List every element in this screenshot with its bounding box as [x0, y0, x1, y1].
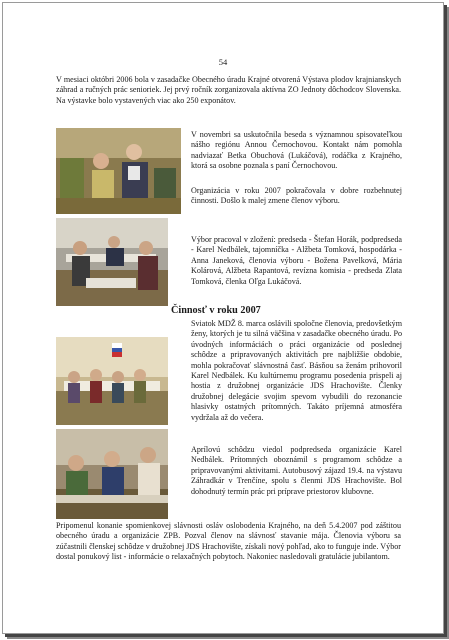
paragraph-april-meeting: Aprílovú schôdzu viedol podpredseda organizácie Karel Nedbálek. Prítomných oboznámil s programom schôdze a pripravovanými aktivitami. Autobusový zájazd 19.4. na výstavu Záhradkár v Trenčíne, spolu s členmi JDS Hrachovište. Bol dohodnutý termín prác pri príprave priestorov klubovne.	[191, 445, 402, 496]
paragraph-committee: Výbor pracoval v zložení: predseda - Štefan Horák, podpredseda - Karel Nedbálek, tajomníčka - Alžbeta Tomková, hospodárka - Anna Janeková, členovia výboru - Božena Pavelková, Mária Kolárová, Alžbeta Rapantová, revízna komisia - predseda Zlata Tomková, členka Oľga Lukáčová.	[191, 235, 402, 286]
paragraph-author-meeting: V novembri sa uskutočnila beseda s významnou spisovateľkou nášho regiónu Annou Černochovou. Kontakt nám pomohla nadviazať Betka Obuchová (Lukáčová), rodáčka z Krajného, ktorá sa osobne poznala s paní Černochovou.	[191, 130, 402, 171]
paragraph-exhibition: V mesiaci októbri 2006 bola v zasadačke Obecného úradu Krajné otvorená Výstava plodov krajnianskych záhrad a ručných prác senioriek. Jej prvý ročník zorganizovala aktívna ZO Jednoty dôchodcov Slovenska. Na výstavke bolo vystavených viac ako 250 exponátov.	[56, 75, 401, 105]
photo-committee-meeting	[56, 218, 168, 306]
document-page	[2, 2, 444, 634]
paragraph-mdz: Sviatok MDŽ 8. marca oslávili spoločne členovia, predovšetkým ženy, ktorých je tu silná väčšina v zasadačke obecného úradu. Po úvodných informáciách o práci organizácie od poslednej schôdze a pripravovaných aktivitách pre najbližšie obdobie, mohla pokračovať slávnostná časť. Básňou sa ženám prihovoril Karel Nedbálek. Ku kultúrnemu programu posedenia prispeli aj hostia z družobnej organizácie JDS Hrachovište. Členky družobnej delegácie svojim spevom vybudili do rezonancie hlasivky ostatných prítomných. Takáto príjemná atmosféra vydržala až do večera.	[191, 319, 402, 422]
paragraph-2007-activity: Organizácia v roku 2007 pokračovala v dobre rozbehnutej činnosti. Došlo k malej zmene členov výboru.	[191, 186, 402, 206]
photo-april-meeting	[56, 429, 168, 519]
photo-mdz-celebration	[56, 337, 168, 425]
photo-author-meeting	[56, 128, 181, 214]
section-heading: Činnosť v roku 2007	[171, 305, 261, 316]
paragraph-commemoration: Pripomenul konanie spomienkovej slávnosti osláv oslobodenia Krajného, na deň 5.4.2007 pod záštitou obecného úradu a organizácie ZPB. Pozval členov na slávnosť stavanie mája. Členovia výboru sa zúčastnili členskej schôdze v družobnej JDS Hrachovište, získali nový pohľad, ako to funguje inde. Výbor dostal ponukový list - informácie o relaxačných pobytoch. Nakoniec nasledovali gratulácie jubilantom.	[56, 521, 401, 562]
page-number: 54	[218, 57, 228, 67]
